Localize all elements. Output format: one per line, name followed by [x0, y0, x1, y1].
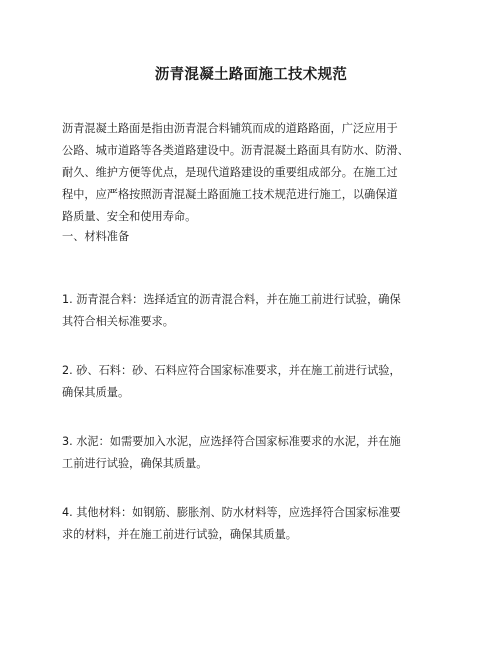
intro-line: 沥青混凝土路面是指由沥青混合料铺筑而成的道路路面，广泛应用于	[62, 122, 398, 135]
section-heading-text: 一、材料准备	[62, 230, 130, 243]
list-item-line: 2. 砂、石料：砂、石料应符合国家标准要求，并在施工前进行试验，	[62, 364, 401, 377]
list-item-line: 其符合相关标准要求。	[62, 315, 174, 328]
intro-line: 路质量、安全和使用寿命。	[62, 210, 197, 223]
intro-line: 耐久、维护方便等优点，是现代道路建设的重要组成部分。在施工过	[62, 166, 398, 179]
list-item-line: 4. 其他材料：如钢筋、膨胀剂、防水材料等，应选择符合国家标准要	[62, 506, 401, 519]
list-item-line: 3. 水泥：如需要加入水泥，应选择符合国家标准要求的水泥，并在施	[62, 435, 401, 448]
list-item-line: 求的材料，并在施工前进行试验，确保其质量。	[62, 528, 297, 541]
list-item	[62, 360, 446, 404]
list-item-line: 工前进行试验，确保其质量。	[62, 457, 208, 470]
intro-line: 公路、城市道路等各类道路建设中。沥青混凝土路面具有防水、防滑、	[62, 144, 409, 157]
section-heading	[62, 226, 446, 248]
list-item-line: 确保其质量。	[62, 386, 130, 399]
intro-paragraph	[62, 118, 446, 228]
list-item	[62, 431, 446, 475]
intro-line: 程中，应严格按照沥青混凝土路面施工技术规范进行施工，以确保道	[62, 188, 398, 201]
document-title: 沥青混凝土路面施工技术规范	[154, 67, 348, 83]
list-item	[62, 289, 446, 333]
list-item	[62, 502, 446, 546]
list-item-line: 1. 沥青混合料：选择适宜的沥青混合料，并在施工前进行试验，确保	[62, 293, 401, 306]
